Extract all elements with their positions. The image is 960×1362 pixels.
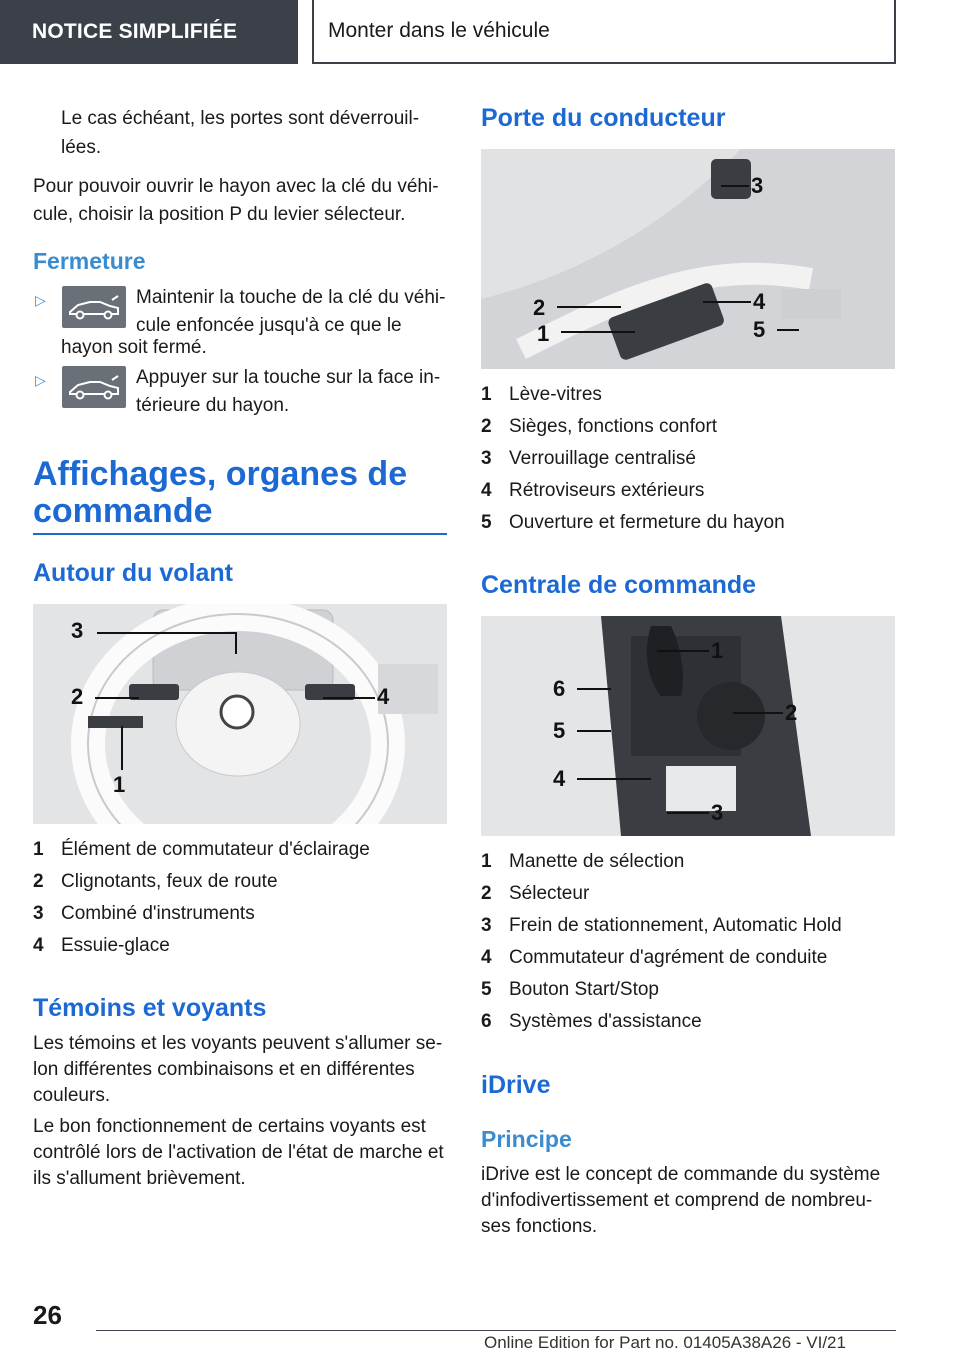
console-callout-4: 4	[553, 766, 566, 791]
bullet1-line-3: hayon soit fermé.	[61, 337, 207, 358]
footer-rule	[96, 1330, 896, 1331]
temoins-p1-l1: Les témoins et les voyants peuvent s'allumer se-	[33, 1033, 443, 1054]
door-callout-2: 2	[533, 295, 546, 320]
door-callout-4: 4	[753, 289, 766, 314]
principe-line-2: d'infodivertissement et comprend de nombreu-	[481, 1190, 873, 1211]
list-item: 1 Lève-vitres	[481, 384, 602, 405]
section-rule	[33, 533, 447, 535]
temoins-p1-l2: lon différentes combinaisons et en différentes	[33, 1059, 415, 1080]
key-trunk-icon	[62, 366, 126, 408]
console-callout-3: 3	[711, 800, 724, 825]
list-item: 3 Combiné d'instruments	[33, 903, 255, 924]
temoins-heading: Témoins et voyants	[33, 994, 267, 1022]
console-callout-2: 2	[785, 700, 798, 725]
center-console-figure	[481, 616, 895, 836]
idrive-heading: iDrive	[481, 1071, 551, 1099]
list-item: 2 Sièges, fonctions confort	[481, 416, 718, 437]
principe-heading: Principe	[481, 1126, 572, 1152]
key-trunk-icon	[62, 286, 126, 328]
steering-callout-4: 4	[377, 684, 390, 709]
console-callout-6: 6	[553, 676, 566, 701]
list-item: 1 Élément de commutateur d'éclairage	[33, 839, 370, 860]
section-title-line-1: Affichages, organes de	[33, 455, 408, 493]
bullet-triangle-icon: ▷	[35, 292, 46, 308]
steering-heading: Autour du volant	[33, 559, 233, 587]
principe-line-1: iDrive est le concept de commande du système	[481, 1164, 881, 1185]
temoins-p2-l1: Le bon fonctionnement de certains voyants est	[33, 1116, 426, 1137]
section-title-line-2: commande	[33, 492, 213, 530]
temoins-p1-l3: couleurs.	[33, 1085, 111, 1106]
list-item: 6 Systèmes d'assistance	[481, 1011, 702, 1032]
door-heading: Porte du conducteur	[481, 104, 726, 132]
list-item: 4 Rétroviseurs extérieurs	[481, 480, 705, 501]
intro-line-1: Le cas échéant, les portes sont déverrouil-	[61, 108, 420, 129]
console-callout-1: 1	[711, 638, 724, 663]
list-item: 5 Bouton Start/Stop	[481, 979, 659, 1000]
driver-door-figure	[481, 149, 895, 369]
edition-label: Online Edition for Part no. 01405A38A26 - VI/21	[484, 1333, 846, 1352]
bullet1-line-1: Maintenir la touche de la clé du véhi-	[136, 287, 446, 308]
list-item: 4 Essuie-glace	[33, 935, 170, 956]
list-item: 2 Sélecteur	[481, 883, 590, 904]
door-callout-1: 1	[537, 321, 550, 346]
page-number: 26	[33, 1300, 62, 1330]
topic-header: Monter dans le véhicule	[312, 0, 896, 64]
steering-wheel-figure	[33, 604, 447, 824]
console-heading: Centrale de commande	[481, 571, 757, 599]
list-item: 5 Ouverture et fermeture du hayon	[481, 512, 785, 533]
list-item: 3 Frein de stationnement, Automatic Hold	[481, 915, 842, 936]
list-item: 1 Manette de sélection	[481, 851, 685, 872]
fermeture-heading: Fermeture	[33, 248, 146, 274]
hatch-para-line-2: cule, choisir la position P du levier sélecteur.	[33, 204, 406, 225]
list-item: 3 Verrouillage centralisé	[481, 448, 696, 469]
console-callout-5: 5	[553, 718, 566, 743]
steering-callout-3: 3	[71, 618, 84, 643]
section-tab: NOTICE SIMPLIFIÉE	[0, 0, 298, 64]
list-item: 2 Clignotants, feux de route	[33, 871, 278, 892]
list-item: 4 Commutateur d'agrément de conduite	[481, 947, 828, 968]
steering-callout-2: 2	[71, 684, 84, 709]
intro-line-2: lées.	[61, 137, 102, 158]
bullet-triangle-icon: ▷	[35, 372, 46, 388]
bullet1-line-2: cule enfoncée jusqu'à ce que le	[136, 315, 402, 336]
door-callout-3: 3	[751, 173, 764, 198]
steering-callout-1: 1	[113, 772, 126, 797]
temoins-p2-l3: ils s'allument brièvement.	[33, 1168, 246, 1189]
principe-line-3: ses fonctions.	[481, 1216, 598, 1237]
hatch-para-line-1: Pour pouvoir ouvrir le hayon avec la clé du véhi-	[33, 176, 439, 197]
bullet2-line-1: Appuyer sur la touche sur la face in-	[136, 367, 441, 388]
bullet2-line-2: térieure du hayon.	[136, 395, 290, 416]
temoins-p2-l2: contrôlé lors de l'activation de l'état de marche et	[33, 1142, 444, 1163]
door-callout-5: 5	[753, 317, 766, 342]
